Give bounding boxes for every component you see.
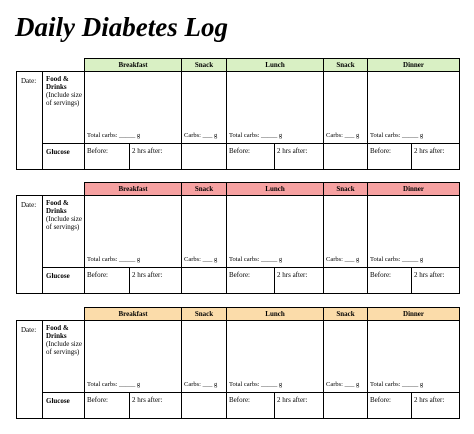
glucose-before-cell[interactable]: Before: xyxy=(227,144,275,170)
carbs-field: Total carbs: _____ g xyxy=(229,381,283,388)
food-note: (Include size of servings) xyxy=(46,340,82,356)
glucose-snack-cell[interactable] xyxy=(182,268,227,294)
date-label: Date: xyxy=(21,326,37,334)
carbs-field: Total carbs: _____ g xyxy=(370,256,424,263)
date-field[interactable] xyxy=(17,196,43,294)
carbs-field: Carbs: ___ g xyxy=(326,381,360,388)
glucose-before-cell[interactable]: Before: xyxy=(227,268,275,294)
glucose-after-cell[interactable]: 2 hrs after: xyxy=(275,144,324,170)
date-field[interactable] xyxy=(17,321,43,419)
carbs-field: Total carbs: _____ g xyxy=(370,132,424,139)
header-dinner: Dinner xyxy=(368,183,460,196)
header-dinner: Dinner xyxy=(368,59,460,72)
dinner-food-cell[interactable] xyxy=(368,196,460,268)
lunch-food-cell[interactable] xyxy=(227,321,324,393)
food-drinks-label: Food & Drinks (Include size of servings) xyxy=(43,196,85,268)
food-drinks-label: Food & Drinks (Include size of servings) xyxy=(43,72,85,144)
header-breakfast: Breakfast xyxy=(85,59,182,72)
carbs-field: Carbs: ___ g xyxy=(326,132,360,139)
food-drinks-label: Food & Drinks (Include size of servings) xyxy=(43,321,85,393)
daily-log-table xyxy=(16,58,459,170)
snack-food-cell[interactable] xyxy=(324,196,368,268)
lunch-food-cell[interactable] xyxy=(227,196,324,268)
header-lunch: Lunch xyxy=(227,308,324,321)
breakfast-food-cell[interactable] xyxy=(85,72,182,144)
header-breakfast: Breakfast xyxy=(85,183,182,196)
snack-food-cell[interactable] xyxy=(182,72,227,144)
glucose-snack-cell[interactable] xyxy=(324,268,368,294)
glucose-after-cell[interactable]: 2 hrs after: xyxy=(412,144,460,170)
glucose-before-cell[interactable]: Before: xyxy=(85,393,130,419)
snack-food-cell[interactable] xyxy=(324,321,368,393)
carbs-field: Total carbs: _____ g xyxy=(87,381,141,388)
header-spacer xyxy=(17,59,85,72)
carbs-field: Total carbs: _____ g xyxy=(229,256,283,263)
glucose-before-cell[interactable]: Before: xyxy=(368,144,412,170)
header-snack: Snack xyxy=(182,183,227,196)
dinner-food-cell[interactable] xyxy=(368,321,460,393)
food-note: (Include size of servings) xyxy=(46,91,82,107)
glucose-before-cell[interactable]: Before: xyxy=(85,268,130,294)
date-field[interactable] xyxy=(17,72,43,170)
breakfast-food-cell[interactable] xyxy=(85,196,182,268)
glucose-before-cell[interactable]: Before: xyxy=(85,144,130,170)
glucose-after-cell[interactable]: 2 hrs after: xyxy=(412,393,460,419)
daily-log-table xyxy=(16,307,459,419)
food-note: (Include size of servings) xyxy=(46,215,82,231)
glucose-after-cell[interactable]: 2 hrs after: xyxy=(412,268,460,294)
glucose-after-cell[interactable]: 2 hrs after: xyxy=(275,393,324,419)
header-breakfast: Breakfast xyxy=(85,308,182,321)
carbs-field: Total carbs: _____ g xyxy=(370,381,424,388)
carbs-field: Total carbs: _____ g xyxy=(229,132,283,139)
snack-food-cell[interactable] xyxy=(182,321,227,393)
glucose-snack-cell[interactable] xyxy=(324,144,368,170)
glucose-label: Glucose xyxy=(43,393,85,419)
glucose-snack-cell[interactable] xyxy=(324,393,368,419)
carbs-field: Carbs: ___ g xyxy=(184,256,218,263)
glucose-label: Glucose xyxy=(43,268,85,294)
carbs-field: Carbs: ___ g xyxy=(184,381,218,388)
glucose-snack-cell[interactable] xyxy=(182,393,227,419)
carbs-field: Total carbs: _____ g xyxy=(87,132,141,139)
header-snack: Snack xyxy=(324,59,368,72)
header-lunch: Lunch xyxy=(227,183,324,196)
date-label: Date: xyxy=(21,77,37,85)
glucose-before-cell[interactable]: Before: xyxy=(227,393,275,419)
page-title: Daily Diabetes Log xyxy=(15,12,228,42)
header-snack: Snack xyxy=(182,308,227,321)
glucose-after-cell[interactable]: 2 hrs after: xyxy=(275,268,324,294)
header-snack: Snack xyxy=(182,59,227,72)
carbs-field: Total carbs: _____ g xyxy=(87,256,141,263)
glucose-after-cell[interactable]: 2 hrs after: xyxy=(130,268,182,294)
carbs-field: Carbs: ___ g xyxy=(326,256,360,263)
header-dinner: Dinner xyxy=(368,308,460,321)
dinner-food-cell[interactable] xyxy=(368,72,460,144)
daily-log-table xyxy=(16,182,459,294)
header-spacer xyxy=(17,308,85,321)
header-snack: Snack xyxy=(324,183,368,196)
date-label: Date: xyxy=(21,201,37,209)
glucose-before-cell[interactable]: Before: xyxy=(368,393,412,419)
snack-food-cell[interactable] xyxy=(182,196,227,268)
header-snack: Snack xyxy=(324,308,368,321)
lunch-food-cell[interactable] xyxy=(227,72,324,144)
breakfast-food-cell[interactable] xyxy=(85,321,182,393)
glucose-snack-cell[interactable] xyxy=(182,144,227,170)
snack-food-cell[interactable] xyxy=(324,72,368,144)
glucose-label: Glucose xyxy=(43,144,85,170)
header-spacer xyxy=(17,183,85,196)
header-lunch: Lunch xyxy=(227,59,324,72)
glucose-after-cell[interactable]: 2 hrs after: xyxy=(130,144,182,170)
glucose-before-cell[interactable]: Before: xyxy=(368,268,412,294)
glucose-after-cell[interactable]: 2 hrs after: xyxy=(130,393,182,419)
carbs-field: Carbs: ___ g xyxy=(184,132,218,139)
